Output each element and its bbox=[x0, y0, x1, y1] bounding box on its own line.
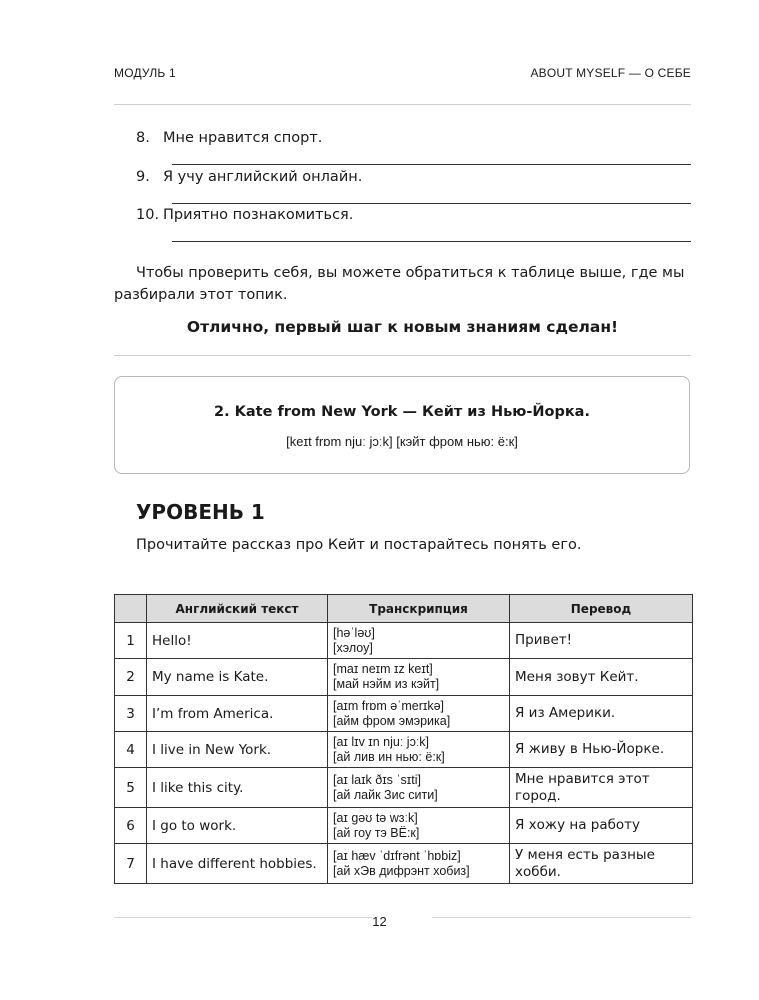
translation: Я живу в Нью-Йорке. bbox=[510, 732, 693, 768]
running-header-title: ABOUT MYSELF — О СЕБЕ bbox=[530, 66, 691, 80]
level-heading: УРОВЕНЬ 1 bbox=[136, 500, 265, 524]
english-text: Hello! bbox=[147, 623, 328, 659]
table-row bbox=[115, 659, 693, 696]
ipa-transcription: [aɪ laɪk ðɪs ˈsɪti] bbox=[333, 772, 421, 787]
transcription-cell bbox=[328, 808, 510, 844]
row-number: 3 bbox=[115, 696, 147, 732]
row-number: 6 bbox=[115, 808, 147, 844]
row-number: 2 bbox=[115, 659, 147, 696]
transcription-cell bbox=[328, 768, 510, 808]
ipa-transcription: [aɪ hæv ˈdɪfrənt ˈhɒbiz] bbox=[333, 848, 461, 863]
answer-line bbox=[172, 241, 691, 242]
table-row bbox=[115, 696, 693, 732]
table-header-row bbox=[115, 595, 693, 623]
english-text: I go to work. bbox=[147, 808, 328, 844]
english-text: My name is Kate. bbox=[147, 659, 328, 696]
answer-line bbox=[172, 203, 691, 204]
check-yourself-paragraph: Чтобы проверить себя, вы можете обратиться к таблице выше, где мы разбирали этот топик. bbox=[114, 265, 685, 303]
row-number: 4 bbox=[115, 732, 147, 768]
ipa-transcription: [aɪm frɒm əˈmerɪkə] bbox=[333, 698, 444, 713]
ipa-transcription: [həˈləʊ] bbox=[333, 625, 375, 640]
english-text: I live in New York. bbox=[147, 732, 328, 768]
row-number: 7 bbox=[115, 844, 147, 884]
column-header-translation: Перевод bbox=[510, 595, 693, 623]
english-text: I like this city. bbox=[147, 768, 328, 808]
column-header-transcription: Транскрипция bbox=[328, 595, 510, 623]
transcription-cell bbox=[328, 696, 510, 732]
english-text: I’m from America. bbox=[147, 696, 328, 732]
russian-transcription: [айм фром эмэрика] bbox=[333, 713, 451, 728]
translation: У меня есть разные хобби. bbox=[510, 844, 693, 884]
translation: Я хожу на работу bbox=[510, 808, 693, 844]
row-number: 1 bbox=[115, 623, 147, 659]
table-row bbox=[115, 623, 693, 659]
running-header-module: МОДУЛЬ 1 bbox=[114, 66, 176, 80]
russian-transcription: [ай лайк Зис сити] bbox=[333, 787, 438, 802]
exercise-number: 8. bbox=[136, 130, 150, 146]
exercise-text: Мне нравится спорт. bbox=[163, 130, 323, 146]
russian-transcription: [хэлоу] bbox=[333, 640, 373, 655]
ipa-transcription: [maɪ neɪm ɪz keɪt] bbox=[333, 662, 433, 676]
table-row bbox=[115, 844, 693, 884]
lesson-title: 2. Kate from New York — Кейт из Нью-Йорка. bbox=[214, 404, 590, 420]
ipa-transcription: [aɪ lɪv ɪn njuː jɔːk] bbox=[333, 734, 430, 749]
transcription-cell bbox=[328, 659, 510, 696]
translation: Я из Америки. bbox=[510, 696, 693, 732]
row-number: 5 bbox=[115, 768, 147, 808]
table-row bbox=[115, 732, 693, 768]
english-text: I have different hobbies. bbox=[147, 844, 328, 884]
russian-transcription: [ай гоу тэ ВЁ:к] bbox=[333, 825, 420, 840]
translation: Меня зовут Кейт. bbox=[510, 659, 693, 696]
russian-transcription: [май нэйм из кэйт] bbox=[333, 677, 440, 691]
transcription-cell bbox=[328, 844, 510, 884]
exercise-item bbox=[136, 130, 322, 146]
column-header-number bbox=[115, 595, 147, 623]
reading-instruction: Прочитайте рассказ про Кейт и постарайтесь понять его. bbox=[136, 537, 582, 553]
answer-line bbox=[172, 164, 691, 165]
section-divider bbox=[114, 355, 691, 356]
translation: Привет! bbox=[510, 623, 693, 659]
lesson-title-transcription: [keɪt frɒm njuː jɔːk] [кэйт фром нью: ё:к] bbox=[286, 434, 518, 449]
exercise-number: 10. bbox=[136, 207, 160, 223]
exercise-text: Я учу английский онлайн. bbox=[163, 169, 363, 185]
lesson-title-box bbox=[114, 376, 690, 474]
exercise-item bbox=[136, 207, 353, 223]
transcription-cell bbox=[328, 623, 510, 659]
exercise-item bbox=[136, 169, 362, 185]
table-row bbox=[115, 808, 693, 844]
ipa-transcription: [aɪ ɡəʊ tə wɜːk] bbox=[333, 810, 418, 825]
transcription-cell bbox=[328, 732, 510, 768]
russian-transcription: [ай лив ин нью: ё:к] bbox=[333, 749, 445, 764]
header-divider bbox=[114, 104, 691, 105]
exercise-number: 9. bbox=[136, 169, 150, 185]
exercise-text: Приятно познакомиться. bbox=[163, 207, 354, 223]
table-row bbox=[115, 768, 693, 808]
column-header-english: Английский текст bbox=[147, 595, 328, 623]
encouragement-line: Отлично, первый шаг к новым знаниям сделан! bbox=[186, 318, 619, 336]
russian-transcription: [ай хЭв дифрэнт хобиз] bbox=[333, 863, 470, 878]
translation: Мне нравится этот город. bbox=[510, 768, 693, 808]
vocabulary-table bbox=[114, 594, 693, 884]
page-number: 12 bbox=[372, 914, 387, 929]
